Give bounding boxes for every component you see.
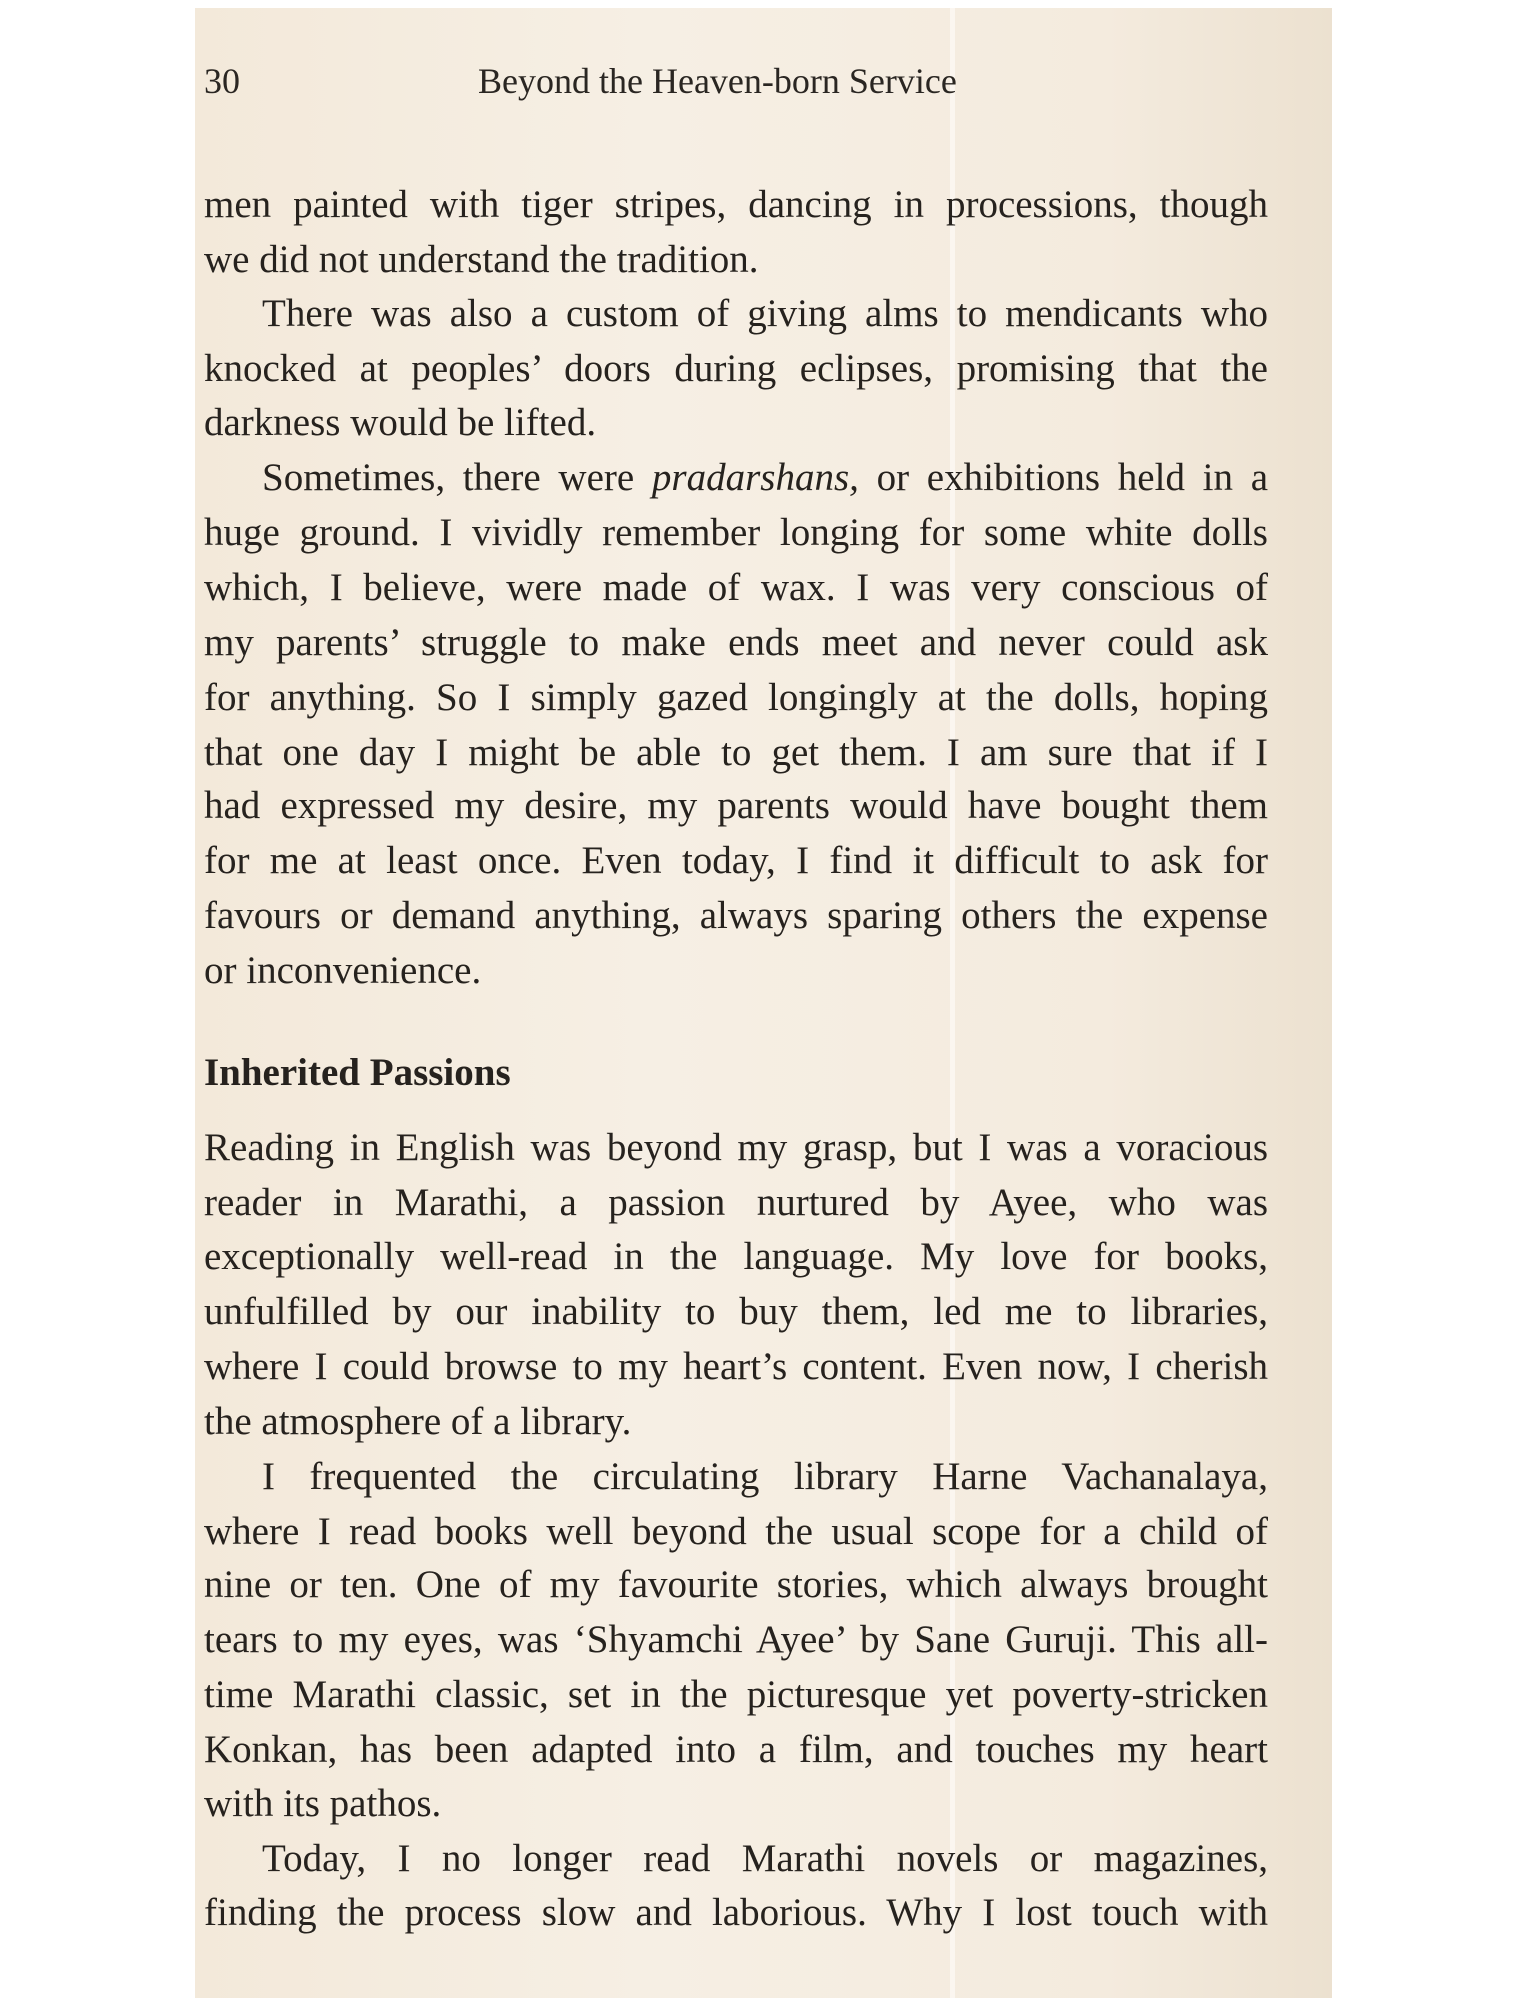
- text-span: for me at least once. Even today, I find it difficult to ask for: [204, 839, 1268, 882]
- text-span: knocked at peoples’ doors during eclipses, promising that the: [204, 347, 1268, 390]
- text-line: [204, 678, 1268, 717]
- text-line: [204, 1128, 1268, 1167]
- text-span: Reading in English was beyond my grasp, but I was a voracious: [204, 1126, 1268, 1169]
- text-span: I frequented the circulating library Harne Vachanalaya,: [262, 1455, 1268, 1498]
- text-line: [204, 458, 1268, 497]
- text-span: or exhibitions held in a: [858, 456, 1268, 499]
- text-span: tears to my eyes, was ‘Shyamchi Ayee’ by Sane Guruji. This all-: [204, 1618, 1268, 1661]
- text-line: [204, 294, 1268, 333]
- text-span: time Marathi classic, set in the picturesque yet poverty-stricken: [204, 1673, 1268, 1716]
- text-span: where I read books well beyond the usual scope for a child of: [204, 1510, 1268, 1553]
- text-line: [204, 1565, 1268, 1604]
- text-span: Konkan, has been adapted into a film, and touches my heart: [204, 1728, 1268, 1771]
- text-line: [204, 623, 1268, 662]
- text-line: [204, 240, 1268, 279]
- text-span: favours or demand anything, always sparing others the expense: [204, 894, 1268, 937]
- italic-term: pradarshans,: [651, 456, 859, 499]
- text-line: [204, 1402, 1268, 1441]
- text-line: [204, 1512, 1268, 1551]
- text-line: [204, 1292, 1268, 1331]
- text-span: the atmosphere of a library.: [204, 1400, 632, 1443]
- text-span: we did not understand the tradition.: [204, 238, 759, 281]
- text-span: exceptionally well-read in the language. My love for books,: [204, 1235, 1268, 1278]
- text-span: my parents’ struggle to make ends meet and never could ask: [204, 621, 1268, 664]
- text-line: [204, 1784, 1268, 1823]
- text-span: unfulfilled by our inability to buy them, led me to libraries,: [204, 1290, 1268, 1333]
- text-line: [204, 1675, 1268, 1714]
- text-line: [204, 1237, 1268, 1276]
- text-span: that one day I might be able to get them. I am sure that if I: [204, 731, 1268, 774]
- text-line: [204, 896, 1268, 935]
- text-line: [204, 1183, 1268, 1222]
- text-line: [204, 1839, 1268, 1878]
- text-line: [204, 1347, 1268, 1386]
- section-heading: [204, 1053, 1268, 1092]
- page-number: 30: [204, 61, 240, 101]
- text-span: for anything. So I simply gazed longingly at the dolls, hoping: [204, 676, 1268, 719]
- text-line: [204, 185, 1268, 224]
- text-line: [204, 1620, 1268, 1659]
- text-line: [204, 403, 1268, 442]
- text-line: [204, 786, 1268, 825]
- text-span: finding the process slow and laborious. Why I lost touch with: [204, 1891, 1268, 1934]
- text-line: [204, 1893, 1268, 1932]
- text-line: [204, 513, 1268, 552]
- text-line: [204, 951, 1268, 990]
- text-line: [204, 841, 1268, 880]
- text-line: [204, 349, 1268, 388]
- text-span: had expressed my desire, my parents would have bought them: [204, 784, 1268, 827]
- text-span: Sometimes, there were: [262, 456, 652, 499]
- running-title: Beyond the Heaven-born Service: [478, 61, 957, 101]
- text-line: [204, 568, 1268, 607]
- text-span: or inconvenience.: [204, 949, 482, 992]
- text-span: which, I believe, were made of wax. I was very conscious of: [204, 566, 1268, 609]
- text-span: huge ground. I vividly remember longing for some white dolls: [204, 511, 1268, 554]
- text-span: Today, I no longer read Marathi novels or magazines,: [262, 1837, 1268, 1880]
- text-span: darkness would be lifted.: [204, 401, 597, 444]
- text-line: [204, 1457, 1268, 1496]
- text-span: with its pathos.: [204, 1782, 442, 1825]
- text-span: men painted with tiger stripes, dancing in processions, though: [204, 183, 1268, 226]
- text-span: nine or ten. One of my favourite stories, which always brought: [204, 1563, 1268, 1606]
- text-span: Inherited Passions: [204, 1051, 511, 1094]
- text-line: [204, 733, 1268, 772]
- text-line: [204, 1730, 1268, 1769]
- text-span: where I could browse to my heart’s content. Even now, I cherish: [204, 1345, 1268, 1388]
- text-span: There was also a custom of giving alms to mendicants who: [262, 292, 1268, 335]
- text-span: reader in Marathi, a passion nurtured by Ayee, who was: [204, 1181, 1268, 1224]
